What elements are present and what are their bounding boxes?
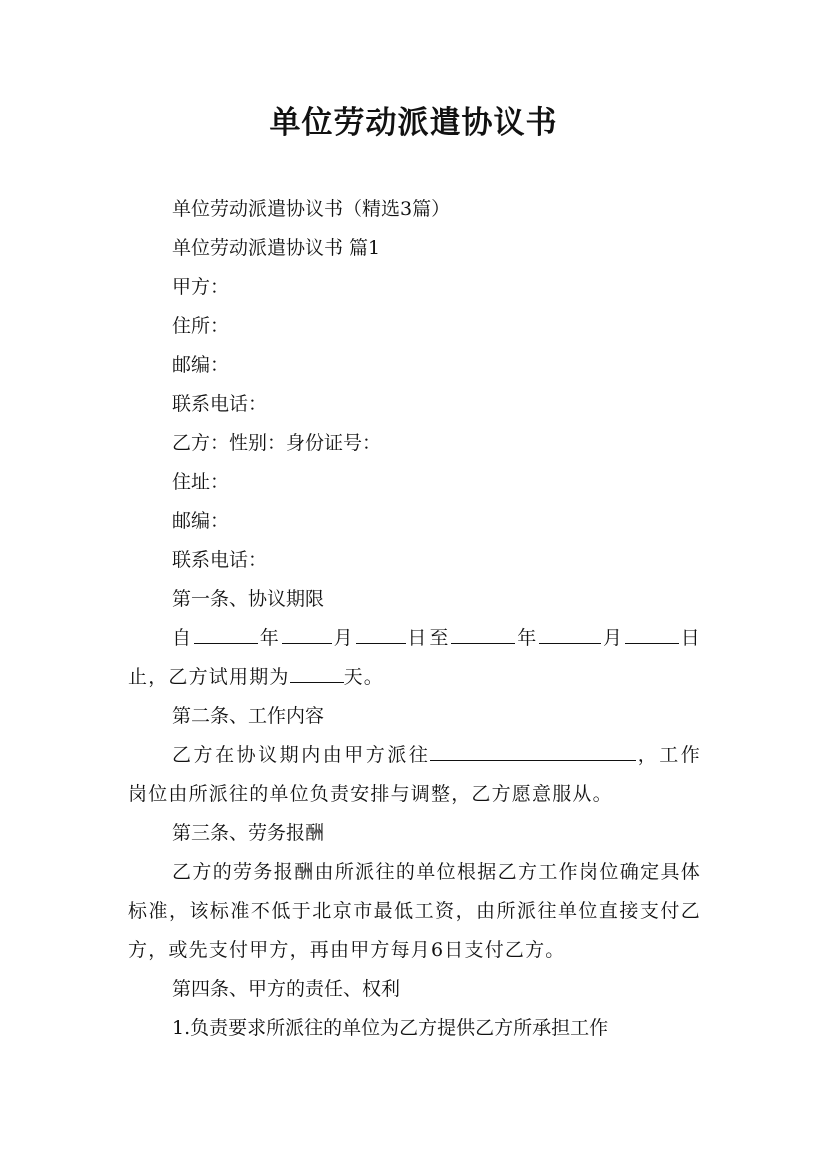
article-1-heading: 第一条、协议期限 [172, 588, 325, 610]
blank-line [451, 625, 515, 644]
text-segment: 日至 [405, 627, 452, 649]
field-phone-b: 联系电话： [172, 549, 268, 571]
blank-line [539, 625, 601, 644]
paragraph-subtitle: 单位劳动派遣协议书（精选3篇） [172, 198, 451, 220]
article-3-heading: 第三条、劳务报酬 [172, 822, 325, 844]
text-segment: 月 [601, 627, 625, 649]
field-postcode-a: 邮编： [172, 354, 230, 376]
text-segment: 月 [331, 627, 356, 649]
article-2-body [128, 736, 701, 814]
article-4-heading: 第四条、甲方的责任、权利 [172, 978, 401, 1000]
field-party-a: 甲方： [172, 276, 230, 298]
text-segment: 乙方在协议期内由甲方派往 [172, 744, 431, 766]
paragraph-section-heading: 单位劳动派遣协议书 篇1 [172, 237, 381, 259]
blank-line [194, 625, 258, 644]
field-address: 住址： [172, 471, 230, 493]
document-body [128, 190, 701, 1048]
article-2-heading: 第二条、工作内容 [172, 705, 325, 727]
blank-line [290, 664, 344, 683]
text-segment: ，工作岗位由所派往的单位负责安排与调整，乙方愿意服从。 [128, 744, 701, 805]
blank-line [282, 625, 332, 644]
article-1-body [128, 619, 701, 697]
text-segment: 天。 [343, 666, 385, 688]
blank-line [356, 625, 406, 644]
field-residence: 住所： [172, 315, 230, 337]
document-title: 单位劳动派遣协议书 [269, 105, 558, 141]
text-segment: 自 [172, 627, 194, 649]
field-phone-a: 联系电话： [172, 393, 268, 415]
blank-line [625, 625, 679, 644]
text-segment: 日止，乙方试用期为 [128, 627, 701, 688]
blank-line [430, 742, 636, 761]
article-4-item-1: 1.负责要求所派往的单位为乙方提供乙方所承担工作 [172, 1017, 609, 1039]
field-party-b: 乙方：性别：身份证号： [172, 432, 382, 454]
field-postcode-b: 邮编： [172, 510, 230, 532]
text-segment: 年 [258, 627, 282, 649]
article-3-body: 乙方的劳务报酬由所派往的单位根据乙方工作岗位确定具体标准，该标准不低于北京市最低工资，由所派往单位直接支付乙方，或先支付甲方，再由甲方每月6日支付乙方。 [128, 861, 701, 961]
text-segment: 年 [515, 627, 540, 649]
